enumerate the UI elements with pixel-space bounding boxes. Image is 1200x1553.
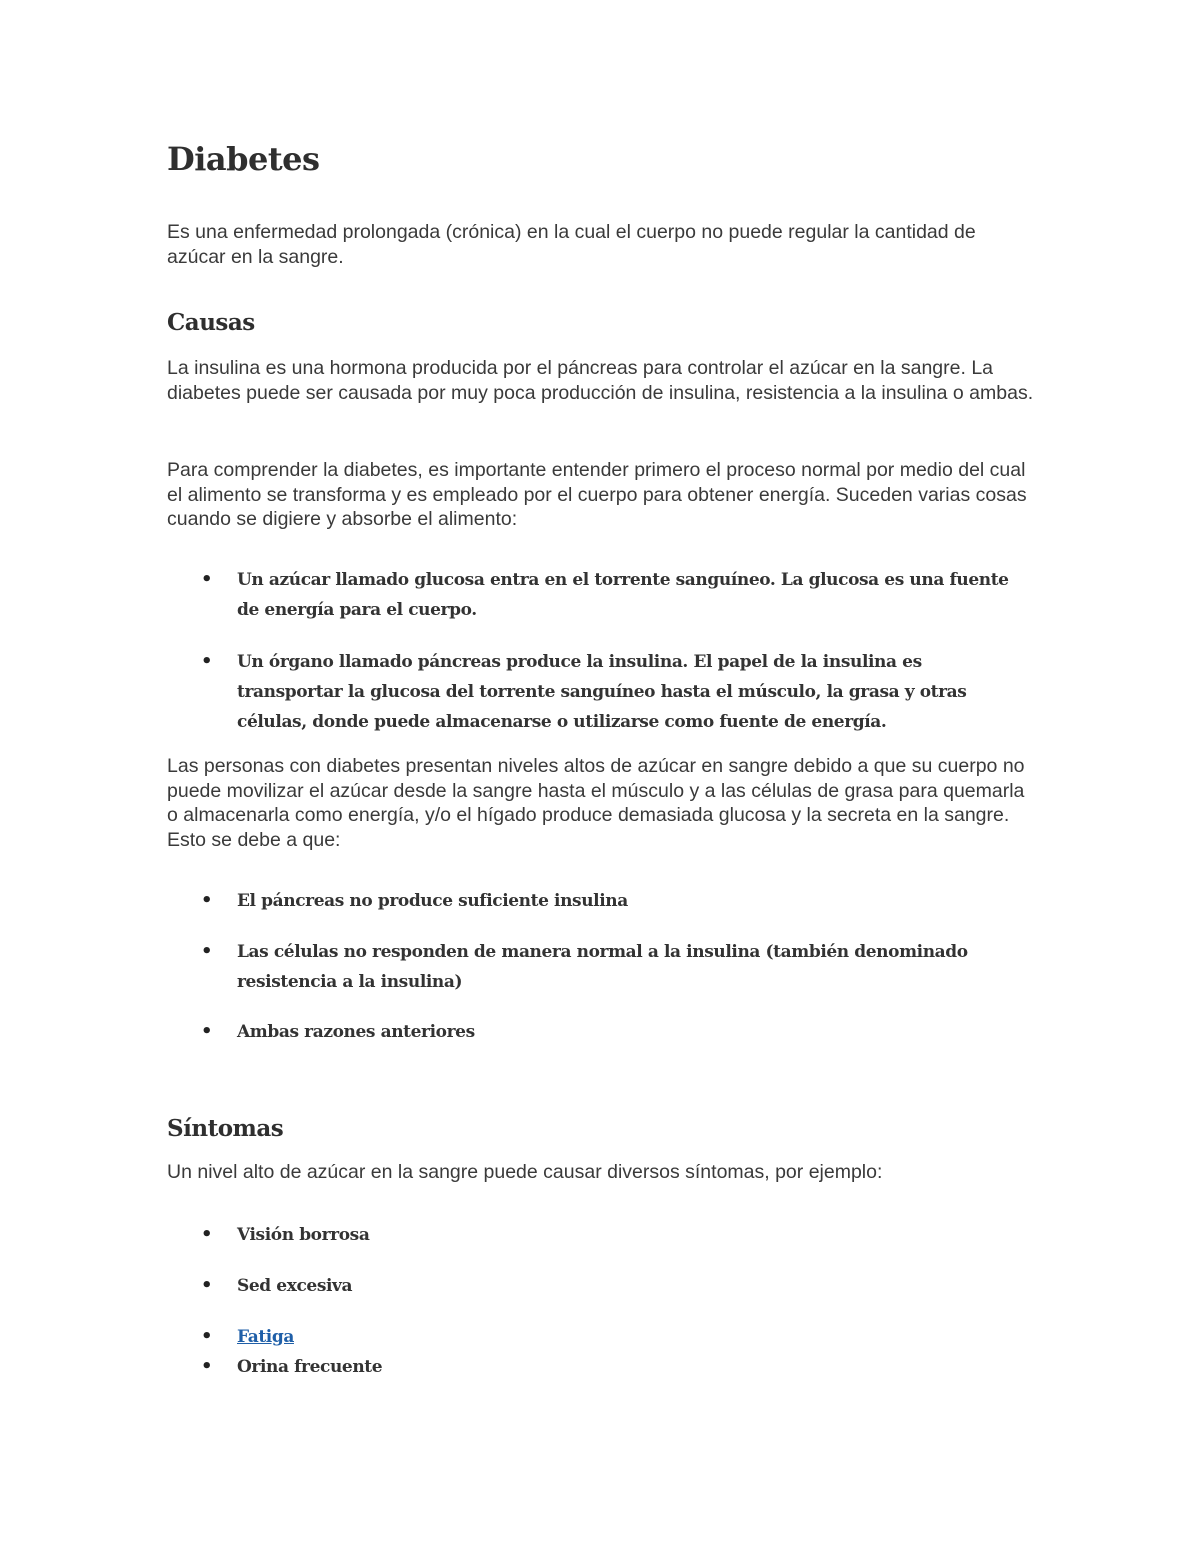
- list-item: [201, 647, 1027, 737]
- sintomas-heading: Síntomas: [167, 1115, 284, 1142]
- list-item: [201, 1322, 1027, 1352]
- list-item: [201, 1352, 1027, 1382]
- bullet-icon: •: [201, 1224, 213, 1245]
- personas-paragraph: Las personas con diabetes presentan niveles altos de azúcar en sangre debido a que su cuerpo no puede movilizar el azúcar desde la sangre hasta el músculo y a las células de grasa para quemarla o almacenarla como energía, y/o el hígado produce demasiada glucosa y la secreta en la sangre. Esto se debe a que:: [167, 755, 1025, 851]
- bullet-icon: •: [201, 651, 213, 672]
- intro-paragraph: Es una enfermedad prolongada (crónica) en la cual el cuerpo no puede regular la cantidad de azúcar en la sangre.: [167, 221, 976, 268]
- list-item-text: Orina frecuente: [237, 1357, 383, 1377]
- sintomas-paragraph: Un nivel alto de azúcar en la sangre puede causar diversos síntomas, por ejemplo:: [167, 1161, 883, 1183]
- bullet-icon: •: [201, 1356, 213, 1377]
- list-item: [201, 1220, 1027, 1250]
- list-item-text: Visión borrosa: [237, 1225, 370, 1245]
- bullet-icon: •: [201, 890, 213, 911]
- list-item: [201, 565, 1027, 625]
- causas-paragraph-2: Para comprender la diabetes, es importante entender primero el proceso normal por medio del cual el alimento se transforma y es empleado por el cuerpo para obtener energía. Suceden varias cosas cuando se digiere y absorbe el alimento:: [167, 459, 1027, 530]
- bullet-icon: •: [201, 1275, 213, 1296]
- list-item-text: Un órgano llamado páncreas produce la insulina. El papel de la insulina es transportar la glucosa del torrente sanguíneo hasta el músculo, la grasa y otras células, donde puede almacenarse o utilizarse como fuente de energía.: [237, 652, 967, 732]
- list-item-text: Ambas razones anteriores: [237, 1022, 475, 1042]
- page-title: Diabetes: [167, 140, 320, 178]
- bullet-icon: •: [201, 941, 213, 962]
- fatiga-link[interactable]: Fatiga: [237, 1327, 294, 1347]
- bullet-icon: •: [201, 569, 213, 590]
- causas-paragraph-1: La insulina es una hormona producida por el páncreas para controlar el azúcar en la sangre. La diabetes puede ser causada por muy poca producción de insulina, resistencia a la insulina o ambas.: [167, 357, 1034, 404]
- list-item-text: Sed excesiva: [237, 1276, 353, 1296]
- list-item-text: El páncreas no produce suficiente insulina: [237, 891, 628, 911]
- list-item-text: Un azúcar llamado glucosa entra en el torrente sanguíneo. La glucosa es una fuente de energía para el cuerpo.: [237, 570, 1009, 620]
- list-item: [201, 886, 1027, 916]
- list-item: [201, 1271, 1027, 1301]
- causas-heading: Causas: [167, 309, 255, 336]
- bullet-icon: •: [201, 1021, 213, 1042]
- list-item-text: Las células no responden de manera normal a la insulina (también denominado resistencia a la insulina): [237, 942, 968, 992]
- bullet-icon: •: [201, 1326, 213, 1347]
- list-item: [201, 1017, 1027, 1047]
- list-item: [201, 937, 1027, 997]
